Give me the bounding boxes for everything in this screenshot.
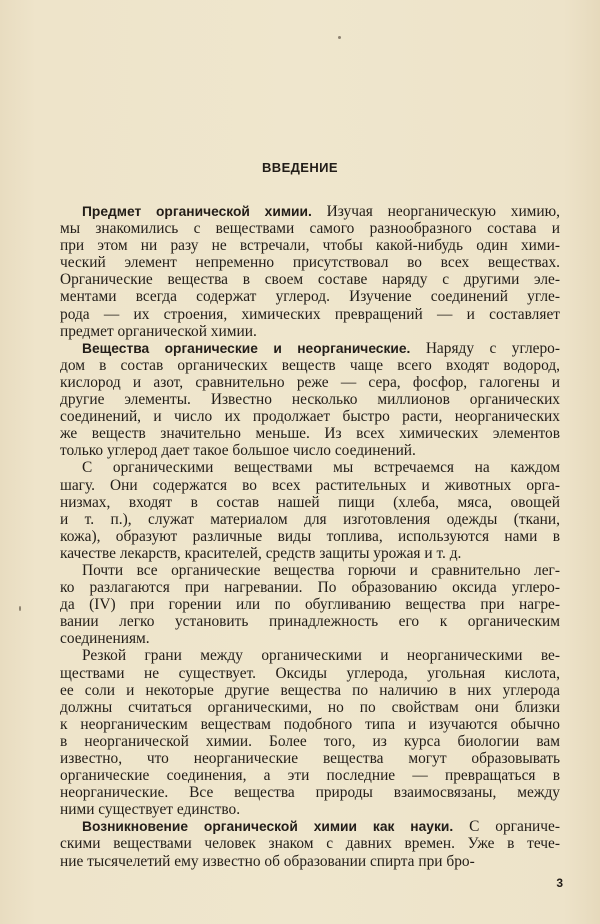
text-line	[60, 220, 560, 237]
text-line	[60, 254, 560, 271]
paragraph	[60, 203, 560, 340]
body-text	[60, 203, 560, 870]
text-line	[60, 528, 560, 545]
print-speck	[338, 36, 341, 39]
line-text: шагу. Они содержатся во всех растительных и животных орга-	[60, 476, 560, 494]
text-line	[60, 442, 560, 459]
text-line	[60, 306, 560, 323]
text-line	[60, 647, 560, 664]
text-line	[60, 374, 560, 391]
text-line	[60, 288, 560, 305]
line-text: в неорганической химии. Более того, из курса биологии вам	[60, 732, 560, 750]
paragraph	[60, 647, 560, 818]
line-text: к неорганическим веществам подобного типа и изучаются обычно	[60, 715, 560, 733]
line-text: рода — их строения, химических превращений — и составляет	[60, 305, 560, 323]
line-text: ко разлагаются при нагревании. По образованию оксида углеро-	[60, 579, 560, 597]
text-line	[60, 665, 560, 682]
line-text: кислород и азот, сравнительно реже — сера, фосфор, галогены и	[60, 373, 560, 391]
line-text: Изучая неорганическую химию,	[311, 203, 560, 220]
line-text: только углерод дает такое большое число соединений.	[60, 442, 416, 460]
text-line	[60, 801, 560, 818]
text-line	[60, 835, 560, 852]
line-text: известно, что неорганические вещества могут образовывать	[60, 750, 560, 767]
paragraph	[60, 459, 560, 562]
line-text: вании легко установить принадлежность его к органическим	[60, 613, 560, 631]
text-line	[60, 699, 560, 716]
line-text: ними существует единство.	[60, 801, 241, 819]
text-line	[60, 271, 560, 288]
text-line	[60, 630, 560, 647]
text-line	[60, 562, 560, 579]
text-line	[60, 579, 560, 596]
text-line	[60, 459, 560, 476]
text-line	[60, 853, 560, 870]
text-line	[60, 408, 560, 425]
line-text: предмет органической химии.	[60, 322, 257, 340]
line-text: ществами не существует. Оксиды углерода, угольная кислота,	[60, 664, 560, 682]
line-text: дом в состав органических веществ чаще всего входят водород,	[60, 356, 560, 374]
text-line	[60, 425, 560, 442]
text-line	[60, 613, 560, 630]
line-text: С органическими веществами мы встречаемся на каждом	[82, 459, 560, 477]
line-text: мы знакомились с веществами самого разнообразного состава и	[60, 220, 560, 238]
line-text: при этом ни разу не встречали, чтобы какой-нибудь один хими-	[60, 237, 560, 255]
text-line	[60, 545, 560, 562]
text-line	[60, 733, 560, 750]
text-line	[60, 682, 560, 699]
line-text: неорганические. Все вещества природы взаимосвязаны, между	[60, 784, 560, 802]
line-text: органические соединения, а эти последние — превращаться в	[60, 767, 560, 785]
text-line	[60, 477, 560, 494]
text-line	[60, 391, 560, 408]
section-heading: Возникновение органической химии как науки.	[82, 819, 454, 835]
line-text: Наряду с углеро-	[410, 339, 560, 357]
line-text: должны считаться органическими, но по свойствам они близки	[60, 698, 560, 716]
text-line	[60, 340, 560, 357]
text-line	[60, 818, 560, 835]
line-text: ческий элемент непременно присутствовал во всех веществах.	[60, 254, 560, 272]
text-line	[60, 784, 560, 801]
line-text: кожа), образуют различные виды топлива, используются нами в	[60, 527, 560, 545]
line-text: другие элементы. Известно несколько миллионов органических	[60, 391, 560, 409]
line-text: ментами всегда содержат углерод. Изучение соединений угле-	[60, 288, 560, 306]
text-line	[60, 767, 560, 784]
section-heading: Вещества органические и неорганические.	[82, 340, 411, 356]
text-line	[60, 357, 560, 374]
line-text: соединений, и число их продолжает быстро расти, неорганических	[60, 408, 560, 426]
line-text: С органиче-	[453, 818, 560, 836]
paragraph	[60, 818, 560, 869]
line-text: же веществ значительно меньше. Из всех химических элементов	[60, 425, 560, 443]
text-line	[60, 750, 560, 767]
page-number: 3	[556, 876, 563, 890]
chapter-title: ВВЕДЕНИЕ	[262, 160, 338, 175]
line-text: Резкой грани между органическими и неорганическими ве-	[82, 647, 560, 665]
text-line	[60, 237, 560, 254]
line-text: низмах, входят в состав нашей пищи (хлеба, мяса, овощей	[60, 493, 560, 511]
paragraph	[60, 340, 560, 460]
text-line	[60, 716, 560, 733]
line-text: ние тысячелетий ему известно об образовании спирта при бро-	[60, 852, 475, 870]
line-text: и т. п.), служат материалом для изготовления одежды (ткани,	[60, 510, 560, 528]
line-text: ее соли и некоторые другие вещества по наличию в них углерода	[60, 681, 560, 699]
line-text: скими веществами человек знаком с давних времен. Уже в тече-	[60, 835, 560, 853]
section-heading: Предмет органической химии.	[82, 204, 312, 219]
text-line	[60, 323, 560, 340]
line-text: Органические вещества в своем составе наряду с другими эле-	[60, 271, 560, 289]
line-text: качестве лекарств, красителей, средств защиты урожая и т. д.	[60, 544, 462, 562]
paragraph	[60, 562, 560, 647]
text-line	[60, 596, 560, 613]
line-text: соединениям.	[60, 630, 150, 648]
line-text: да (IV) при горении или по обугливанию вещества при нагре-	[60, 596, 560, 614]
text-line	[60, 494, 560, 511]
line-text: Почти все органические вещества горючи и сравнительно лег-	[82, 561, 560, 579]
print-speck	[19, 606, 21, 611]
text-line	[60, 511, 560, 528]
text-line	[60, 203, 560, 220]
